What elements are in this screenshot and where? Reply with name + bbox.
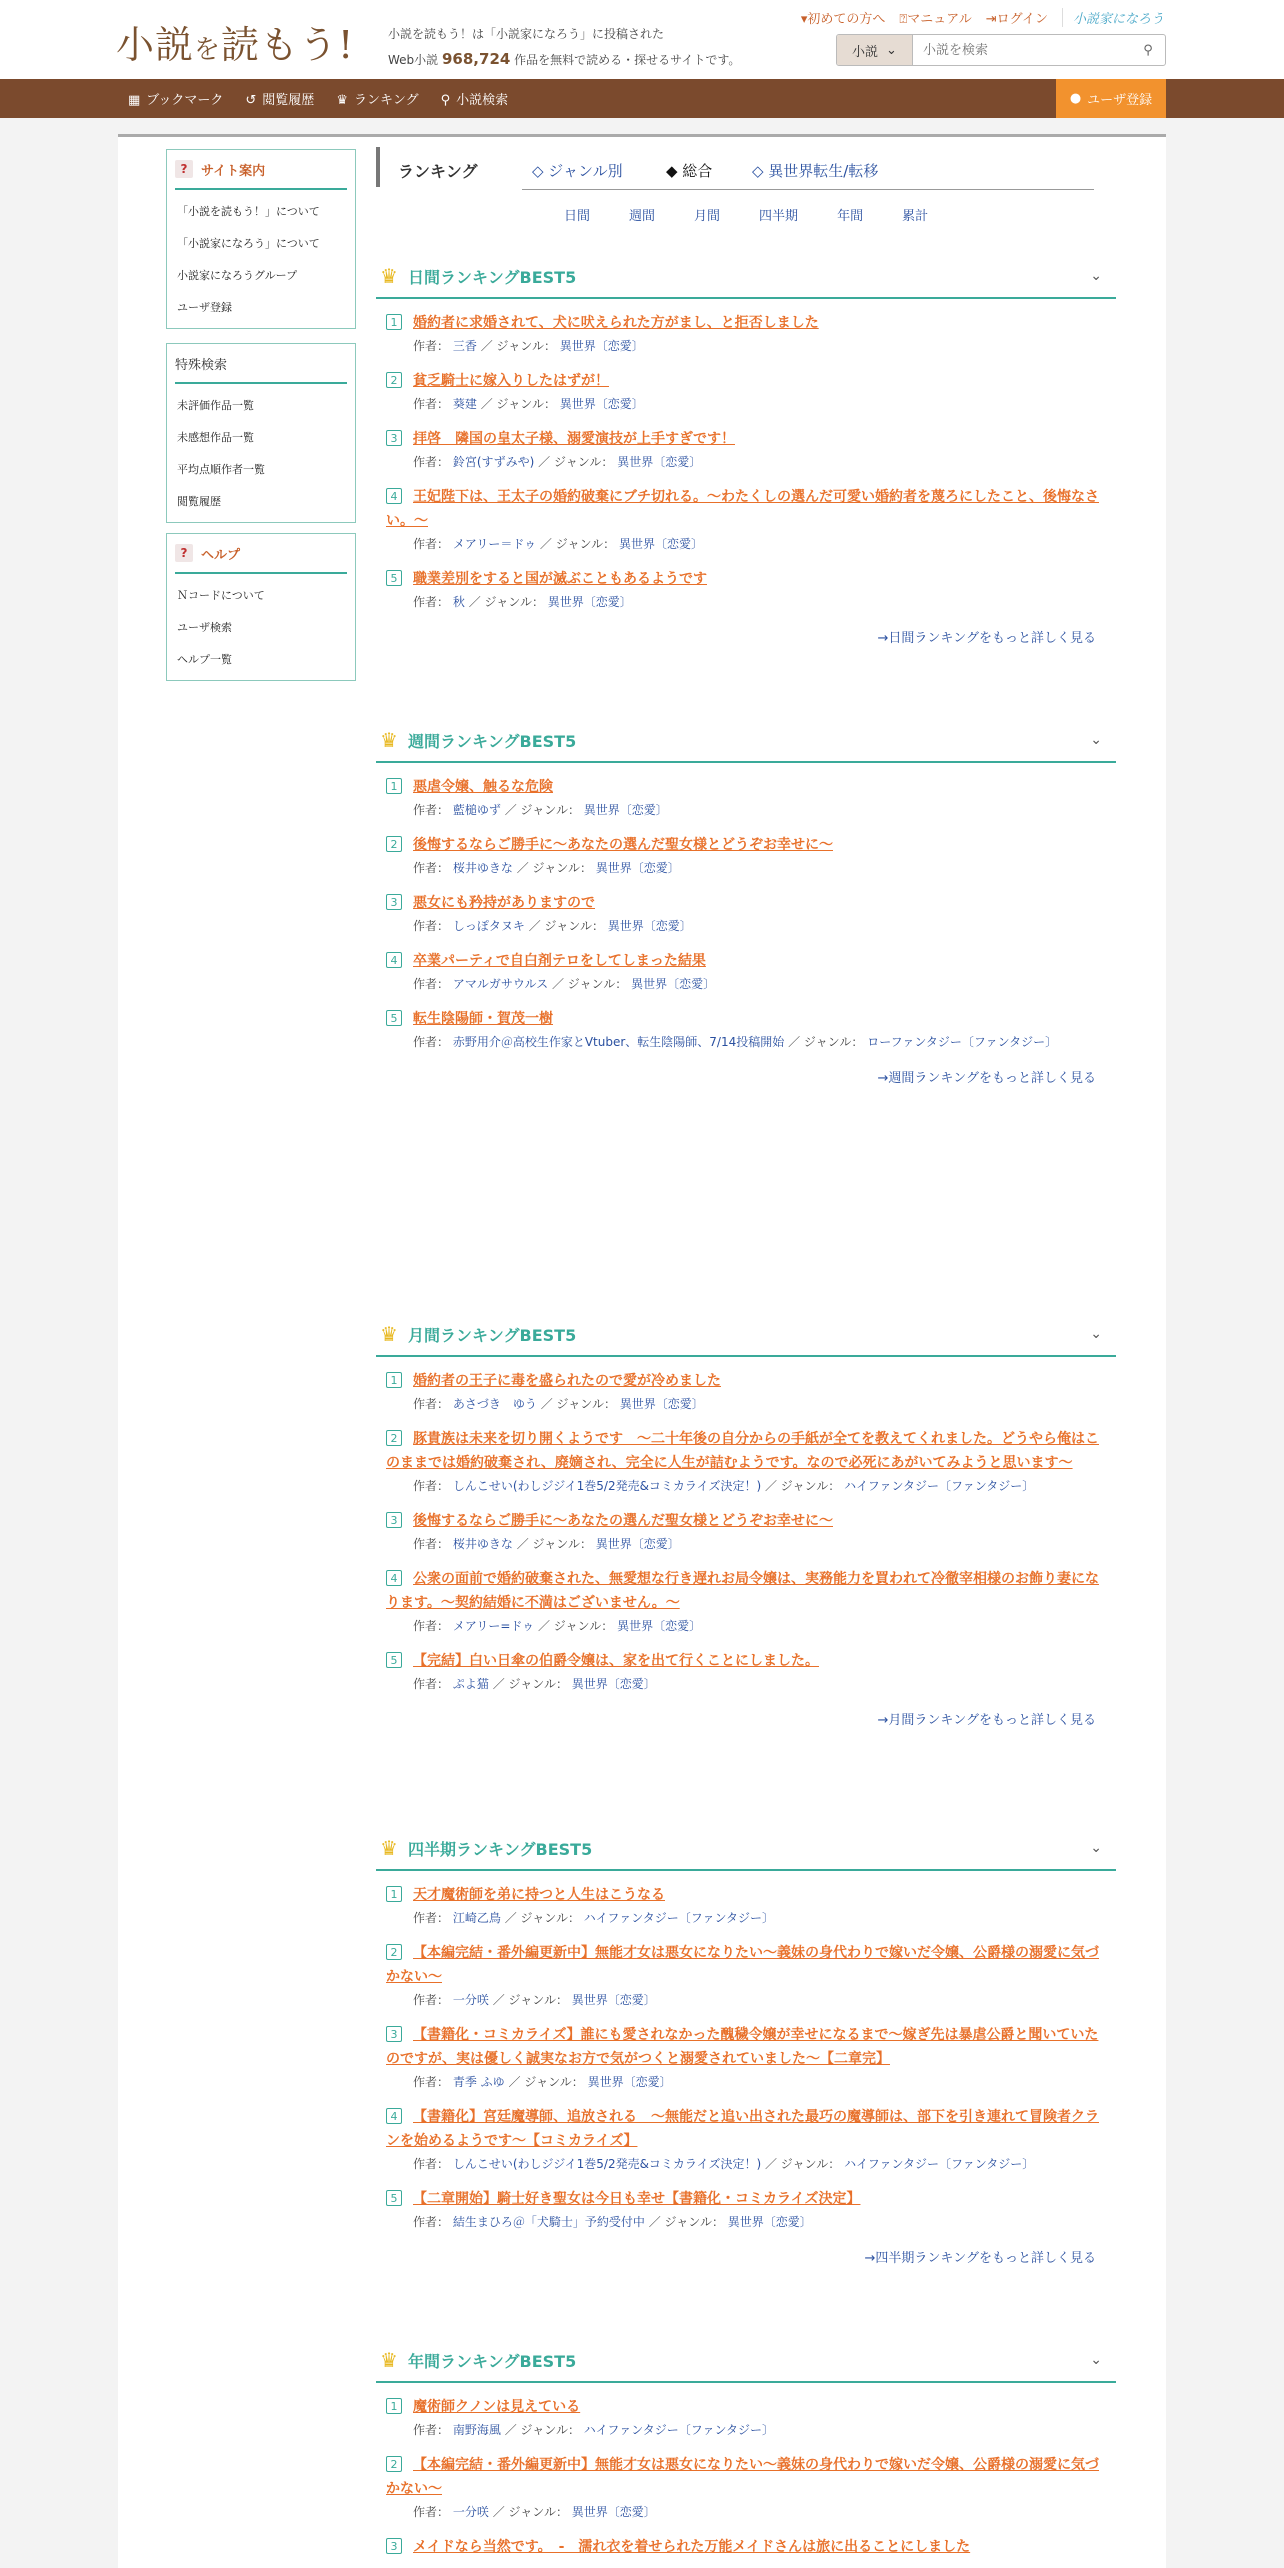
ranking-entry [376, 2187, 1116, 2233]
section-title: 月間ランキングBEST5 [408, 1325, 577, 1345]
ranking-entry [376, 1007, 1116, 1053]
chevron-down-icon[interactable]: ⌄ [1090, 2352, 1102, 2368]
novel-title-link[interactable]: 魔術師クノンは見えている [413, 2399, 581, 2415]
novel-title-link[interactable]: 【二章開始】騎士好き聖女は今日も幸せ【書籍化・コミカライズ決定】 [413, 2191, 861, 2207]
novel-title-link[interactable]: 【書籍化】宮廷魔導師、追放される ～無能だと追い出された最巧の魔導師は、部下を引き連れて冒険者クランを始めるようです～【コミカライズ】 [386, 2109, 1099, 2149]
crown-icon: ♛ [380, 2348, 398, 2372]
ranking-entry [376, 567, 1116, 613]
novel-title-link[interactable]: 公衆の面前で婚約破棄された、無愛想な行き遅れお局令嬢は、実務能力を買われて冷徹宰相様のお飾り妻になります。～契約結婚に不満はございません。～ [386, 1571, 1099, 1611]
more-ranking-link[interactable]: →月間ランキングをもっと詳しく見る [877, 1713, 1096, 1728]
genre-link[interactable]: 異世界〔恋愛〕 [559, 397, 644, 411]
sidebar-item-history[interactable]: 閲覧履歴 [177, 495, 221, 508]
nav-bookmark[interactable]: ▦ ブックマーク [128, 93, 224, 108]
novel-meta: 作者： 赤野用介＠高校生作家とVtuber、転生陰陽師、7/14投稿開始 ／ ジャンル： ローファンタジー〔ファンタジー〕 [413, 1035, 1058, 1049]
author-link[interactable]: 青季 ふゆ [452, 2075, 505, 2089]
crown-icon: ♛ [380, 1322, 398, 1346]
genre-link[interactable]: 異世界〔恋愛〕 [619, 537, 704, 551]
novel-title-link[interactable]: 婚約者の王子に毒を盛られたので愛が冷めました [413, 1373, 721, 1389]
chevron-down-icon: ⌄ [886, 42, 897, 58]
genre-link[interactable]: 異世界〔恋愛〕 [617, 455, 702, 469]
ranking-entry [376, 1941, 1116, 2011]
special-search-box: 特殊検索 未評価作品一覧 未感想作品一覧 平均点順作者一覧 閲覧履歴 [166, 343, 356, 523]
genre-link[interactable]: 異世界〔恋愛〕 [587, 2075, 672, 2089]
novel-meta: 作者： しんこせい(わしジジイ1巻5/2発売&コミカライズ決定！) ／ ジャンル： ハイファンタジー〔ファンタジー〕 [413, 2157, 1035, 2171]
ranking-entry [376, 1649, 1116, 1695]
author-link[interactable]: 鈴宮(すずみや) [452, 455, 535, 469]
novel-meta: 作者： 藍槌ゆず ／ ジャンル： 異世界〔恋愛〕 [413, 803, 668, 817]
novel-title-link[interactable]: 職業差別をすると国が滅ぶこともあるようです [413, 571, 707, 587]
author-link[interactable]: 桜井ゆきな [452, 861, 513, 875]
sidebar-item-group[interactable]: 小説家になろうグループ [177, 269, 298, 282]
genre-link[interactable]: ローファンタジー〔ファンタジー〕 [867, 1035, 1058, 1049]
author-link[interactable]: しんこせい(わしジジイ1巻5/2発売&コミカライズ決定！) [452, 1479, 762, 1493]
novel-title-link[interactable]: 卒業パーティで自白剤テロをしてしまった結果 [413, 953, 706, 969]
novel-title-link[interactable]: 転生陰陽師・賀茂一樹 [413, 1011, 553, 1027]
tab-isekai[interactable]: ◇ 異世界転生/転移 [752, 162, 879, 180]
section-title: 年間ランキングBEST5 [408, 2351, 577, 2371]
rank-number: 3 [386, 2026, 402, 2042]
section-header[interactable] [376, 719, 1116, 763]
genre-link[interactable]: 異世界〔恋愛〕 [559, 339, 644, 353]
section-header[interactable] [376, 2339, 1116, 2383]
rank-number: 1 [386, 1372, 402, 1388]
ranking-entry [376, 311, 1116, 357]
rank-number: 5 [386, 570, 402, 586]
novel-title-link[interactable]: 天才魔術師を弟に持つと人生はこうなる [413, 1887, 665, 1903]
author-link[interactable]: 結生まひろ＠「犬騎士」予約受付中 [452, 2215, 645, 2229]
site-tagline: 小説を読もう！は「小説家になろう」に投稿された Web小説 968,724 作品を無料で読める・探せるサイトです。 [388, 27, 741, 68]
genre-link[interactable]: 異世界〔恋愛〕 [583, 803, 668, 817]
novel-meta: 作者： メアリー=ドゥ ／ ジャンル： 異世界〔恋愛〕 [413, 1619, 702, 1633]
nav-history[interactable]: ↺ 閲覧履歴 [245, 93, 315, 108]
novel-title-link[interactable]: 【完結】白い日傘の伯爵令嬢は、家を出て行くことにしました。 [413, 1653, 819, 1669]
genre-link[interactable]: 異世界〔恋愛〕 [619, 1397, 704, 1411]
genre-link[interactable]: 異世界〔恋愛〕 [595, 1537, 680, 1551]
rank-number: 2 [386, 1944, 402, 1960]
rank-number: 4 [386, 488, 402, 504]
main-nav [0, 79, 1284, 118]
novel-meta: 作者： しんこせい(わしジジイ1巻5/2発売&コミカライズ決定！) ／ ジャンル： ハイファンタジー〔ファンタジー〕 [413, 1479, 1035, 1493]
author-link[interactable]: 葵建 [452, 397, 477, 411]
novel-meta: 作者： 三香 ／ ジャンル： 異世界〔恋愛〕 [413, 339, 644, 353]
rank-number: 1 [386, 314, 402, 330]
genre-link[interactable]: 異世界〔恋愛〕 [617, 1619, 702, 1633]
author-link[interactable]: 江崎乙鳥 [452, 1911, 501, 1925]
ranking-entry [376, 485, 1116, 555]
manual-link[interactable]: ⍰マニュアル [899, 12, 972, 27]
ranking-section [376, 719, 1116, 1086]
search-type-select[interactable]: 小説 ⌄ [837, 35, 913, 65]
ranking-entry [376, 949, 1116, 995]
sidebar-item-register[interactable]: ユーザ登録 [177, 301, 232, 314]
narou-brand-link[interactable]: 小説家になろう [1062, 8, 1164, 27]
genre-link[interactable]: 異世界〔恋愛〕 [727, 2215, 812, 2229]
genre-link[interactable]: 異世界〔恋愛〕 [607, 919, 692, 933]
novel-title-link[interactable]: 後悔するならご勝手に～あなたの選んだ聖女様とどうぞお幸せに～ [413, 1513, 833, 1529]
search-icon: ⚲ [440, 93, 451, 108]
genre-link[interactable]: 異世界〔恋愛〕 [547, 595, 632, 609]
sidebar-item-ncode[interactable]: Ｎコードについて [177, 589, 265, 602]
ranking-section [376, 2339, 1116, 2559]
author-link[interactable]: 藍槌ゆず [452, 803, 501, 817]
author-link[interactable]: あさづき ゆう [452, 1397, 537, 1411]
search-button[interactable] [1131, 35, 1165, 65]
author-link[interactable]: 秋 [452, 595, 465, 609]
novel-meta: 作者： 青季 ふゆ ／ ジャンル： 異世界〔恋愛〕 [413, 2075, 672, 2089]
novel-title-link[interactable]: 【本編完結・番外編更新中】無能才女は悪女になりたい～義妹の身代わりで嫁いだ令嬢、公爵様の溺愛に気づかない～ [386, 1945, 1099, 1985]
ranking-entry [376, 891, 1116, 937]
novel-meta: 作者： 桜井ゆきな ／ ジャンル： 異世界〔恋愛〕 [413, 861, 680, 875]
novel-title-link[interactable]: 貧乏騎士に嫁入りしたはずが！ [413, 373, 609, 389]
crown-icon: ♛ [380, 1836, 398, 1860]
chevron-down-icon[interactable]: ⌄ [1090, 1840, 1102, 1856]
ranking-entry [376, 369, 1116, 415]
novel-title-link[interactable]: メイドなら当然です。 - 濡れ衣を着せられた万能メイドさんは旅に出ることにしました [413, 2539, 971, 2555]
ranking-entry [376, 2023, 1116, 2093]
novel-title-link[interactable]: 婚約者に求婚されて、犬に吠えられた方がまし、と拒否しました [413, 315, 819, 331]
novel-title-link[interactable]: 王妃陛下は、王太子の婚約破棄にブチ切れる。～わたくしの選んだ可愛い婚約者を蔑ろにしたこと、後悔なさい。～ [386, 489, 1099, 529]
genre-link[interactable]: 異世界〔恋愛〕 [631, 977, 716, 991]
ranking-entry [376, 2395, 1116, 2441]
help-box: ? ヘルプ Ｎコードについて ユーザ検索 ヘルプ一覧 [166, 533, 356, 681]
novel-meta: 作者： 桜井ゆきな ／ ジャンル： 異世界〔恋愛〕 [413, 1537, 680, 1551]
ranking-entry [376, 2535, 1116, 2559]
sidebar-item-no-review[interactable]: 未感想作品一覧 [177, 431, 254, 444]
chevron-down-icon[interactable]: ⌄ [1090, 268, 1102, 284]
rank-number: 4 [386, 1570, 402, 1586]
novel-meta: 作者： アマルガサウルス ／ ジャンル： 異世界〔恋愛〕 [413, 977, 716, 991]
author-link[interactable]: 一分咲 [452, 2505, 489, 2519]
novel-meta: 作者： しっぽタヌキ ／ ジャンル： 異世界〔恋愛〕 [413, 919, 692, 933]
ranking-entry [376, 427, 1116, 473]
rank-number: 1 [386, 778, 402, 794]
search-bar [836, 34, 1166, 66]
period-total[interactable]: 累計 [902, 209, 929, 224]
login-icon: ⇥ [985, 12, 997, 27]
author-link[interactable]: メアリー=ドゥ [452, 1619, 535, 1633]
period-weekly[interactable]: 週間 [629, 209, 656, 224]
author-link[interactable]: メアリー＝ドゥ [452, 537, 537, 551]
register-button[interactable]: ● ユーザ登録 [1056, 79, 1166, 118]
ranking-entry [376, 2453, 1116, 2523]
rank-number: 2 [386, 2456, 402, 2472]
section-title: 週間ランキングBEST5 [408, 731, 577, 751]
section-title: 日間ランキングBEST5 [408, 267, 577, 287]
novel-title-link[interactable]: 後悔するならご勝手に～あなたの選んだ聖女様とどうぞお幸せに～ [413, 837, 833, 853]
author-link[interactable]: 桜井ゆきな [452, 1537, 513, 1551]
novel-meta: 作者： メアリー＝ドゥ ／ ジャンル： 異世界〔恋愛〕 [413, 537, 704, 551]
novel-meta: 作者： 一分咲 ／ ジャンル： 異世界〔恋愛〕 [413, 2505, 656, 2519]
ranking-section [376, 255, 1116, 646]
period-quarterly[interactable]: 四半期 [759, 209, 799, 224]
novel-meta: 作者： 葵建 ／ ジャンル： 異世界〔恋愛〕 [413, 397, 644, 411]
ranking-entry [376, 1509, 1116, 1555]
rank-number: 3 [386, 1512, 402, 1528]
author-link[interactable]: しっぽタヌキ [452, 919, 525, 933]
search-icon: ⚲ [1143, 42, 1153, 58]
novel-title-link[interactable]: 拝啓 隣国の皇太子様、溺愛演技が上手すぎです！ [413, 431, 735, 447]
author-link[interactable]: ぷよ猫 [452, 1677, 489, 1691]
genre-link[interactable]: 異世界〔恋愛〕 [595, 861, 680, 875]
search-input[interactable] [913, 35, 1131, 65]
genre-link[interactable]: ハイファンタジー〔ファンタジー〕 [583, 1911, 774, 1925]
novel-meta: 作者： 結生まひろ＠「犬騎士」予約受付中 ／ ジャンル： 異世界〔恋愛〕 [413, 2215, 812, 2229]
novel-meta: 作者： あさづき ゆう ／ ジャンル： 異世界〔恋愛〕 [413, 1397, 704, 1411]
ranking-entry [376, 775, 1116, 821]
help-icon: ? [175, 544, 193, 562]
rank-number: 5 [386, 1652, 402, 1668]
rank-number: 3 [386, 2538, 402, 2554]
genre-link[interactable]: 異世界〔恋愛〕 [571, 2505, 656, 2519]
rank-number: 4 [386, 2108, 402, 2124]
novel-count: 968,724 [442, 50, 511, 68]
author-link[interactable]: 赤野用介＠高校生作家とVtuber、転生陰陽師、7/14投稿開始 [452, 1035, 785, 1049]
author-link[interactable]: 南野海風 [452, 2423, 501, 2437]
genre-link[interactable]: ハイファンタジー〔ファンタジー〕 [583, 2423, 774, 2437]
novel-meta: 作者： 南野海風 ／ ジャンル： ハイファンタジー〔ファンタジー〕 [413, 2423, 774, 2437]
help-icon: ? [175, 160, 193, 178]
sidebar-item-unrated[interactable]: 未評価作品一覧 [177, 399, 254, 412]
rank-number: 4 [386, 952, 402, 968]
bookmark-icon: ▾ [800, 12, 808, 27]
sidebar-item-help-list[interactable]: ヘルプ一覧 [177, 653, 232, 666]
rank-number: 3 [386, 430, 402, 446]
ranking-entry [376, 1567, 1116, 1637]
novel-title-link[interactable]: 【書籍化・コミカライズ】誰にも愛されなかった醜穢令嬢が幸せになるまで〜嫁ぎ先は暴虐公爵と聞いていたのですが、実は優しく誠実なお方で気がつくと溺愛されていました〜【二章完】 [386, 2027, 1099, 2067]
author-link[interactable]: 一分咲 [452, 1993, 489, 2007]
novel-meta: 作者： 一分咲 ／ ジャンル： 異世界〔恋愛〕 [413, 1993, 656, 2007]
section-title: 四半期ランキングBEST5 [408, 1839, 593, 1859]
novel-meta: 作者： 秋 ／ ジャンル： 異世界〔恋愛〕 [413, 595, 632, 609]
main-container [118, 134, 1166, 2568]
rank-number: 1 [386, 1886, 402, 1902]
rank-number: 5 [386, 1010, 402, 1026]
crown-icon: ♛ [380, 264, 398, 288]
novel-title-link[interactable]: 悪虐令嬢、触るな危険 [413, 779, 553, 795]
more-ranking-link[interactable]: →四半期ランキングをもっと詳しく見る [864, 2251, 1096, 2266]
user-icon: ● [1069, 91, 1082, 106]
site-logo[interactable]: 小説を読もう! [116, 23, 355, 67]
period-yearly[interactable]: 年間 [837, 209, 864, 224]
ranking-entry [376, 1883, 1116, 1929]
top-links [801, 8, 1164, 27]
login-link[interactable]: ⇥ログイン [985, 12, 1048, 27]
chevron-down-icon[interactable]: ⌄ [1090, 1326, 1102, 1342]
genre-link[interactable]: 異世界〔恋愛〕 [571, 1677, 656, 1691]
rank-number: 1 [386, 2398, 402, 2414]
question-icon: ⍰ [899, 12, 908, 27]
genre-link[interactable]: ハイファンタジー〔ファンタジー〕 [844, 1479, 1035, 1493]
list-icon: ▦ [128, 93, 141, 108]
period-daily[interactable]: 日間 [564, 209, 591, 224]
author-link[interactable]: アマルガサウルス [452, 977, 549, 991]
nav-search[interactable]: ⚲ 小説検索 [440, 93, 509, 108]
genre-link[interactable]: ハイファンタジー〔ファンタジー〕 [844, 2157, 1035, 2171]
rank-number: 2 [386, 372, 402, 388]
rank-number: 2 [386, 1430, 402, 1446]
sidebar-item-avg-authors[interactable]: 平均点順作者一覧 [177, 463, 265, 476]
crown-icon: ♛ [336, 93, 348, 108]
beginner-link[interactable]: ▾初めての方へ [800, 12, 886, 27]
author-link[interactable]: 三香 [452, 339, 477, 353]
period-monthly[interactable]: 月間 [694, 209, 721, 224]
ranking-entry [376, 833, 1116, 879]
rank-number: 5 [386, 2190, 402, 2206]
tab-overall[interactable]: ◆ 総合 [666, 162, 713, 180]
nav-ranking[interactable]: ♛ ランキング [336, 93, 419, 108]
site-header [0, 0, 1284, 79]
author-link[interactable]: しんこせい(わしジジイ1巻5/2発売&コミカライズ決定！) [452, 2157, 762, 2171]
ranking-section [376, 1313, 1116, 1728]
ranking-section [376, 1827, 1116, 2266]
sidebar-item-about-narou[interactable]: 「小説家になろう」について [177, 237, 320, 250]
sidebar-item-about-yomou[interactable]: 「小説を読もう！」について [177, 205, 320, 218]
rank-number: 2 [386, 836, 402, 852]
novel-meta: 作者： 鈴宮(すずみや) ／ ジャンル： 異世界〔恋愛〕 [413, 455, 702, 469]
novel-meta: 作者： ぷよ猫 ／ ジャンル： 異世界〔恋愛〕 [413, 1677, 656, 1691]
more-ranking-link[interactable]: →日間ランキングをもっと詳しく見る [877, 631, 1096, 646]
ranking-entry [376, 2105, 1116, 2175]
section-header[interactable] [376, 1827, 1116, 1871]
ranking-tabs [376, 147, 1096, 193]
section-header[interactable] [376, 255, 1116, 299]
history-icon: ↺ [245, 93, 257, 108]
novel-title-link[interactable]: 豚貴族は未来を切り開くようです ～二十年後の自分からの手紙が全てを教えてくれました。どうやら俺はこのままでは婚約破棄され、廃嫡され、完全に人生が詰むようです。なので必死にあがいてみようと思います～ [386, 1431, 1099, 1471]
section-header[interactable] [376, 1313, 1116, 1357]
ranking-entry [376, 1369, 1116, 1415]
novel-title-link[interactable]: 【本編完結・番外編更新中】無能才女は悪女になりたい～義妹の身代わりで嫁いだ令嬢、公爵様の溺愛に気づかない～ [386, 2457, 1099, 2497]
novel-title-link[interactable]: 悪女にも矜持がありますので [413, 895, 595, 911]
rank-number: 3 [386, 894, 402, 910]
more-ranking-link[interactable]: →週間ランキングをもっと詳しく見る [877, 1071, 1096, 1086]
crown-icon: ♛ [380, 728, 398, 752]
chevron-down-icon[interactable]: ⌄ [1090, 732, 1102, 748]
genre-link[interactable]: 異世界〔恋愛〕 [571, 1993, 656, 2007]
page-title: ランキング [398, 162, 478, 181]
period-links [564, 205, 928, 224]
sidebar-item-user-search[interactable]: ユーザ検索 [177, 621, 232, 634]
ranking-entry [376, 1427, 1116, 1497]
novel-meta: 作者： 江崎乙鳥 ／ ジャンル： ハイファンタジー〔ファンタジー〕 [413, 1911, 774, 1925]
site-guide-box: ? サイト案内 「小説を読もう！」について 「小説家になろう」について 小説家になろうグループ ユーザ登録 [166, 149, 356, 329]
tab-genre[interactable]: ◇ ジャンル別 [532, 162, 623, 180]
